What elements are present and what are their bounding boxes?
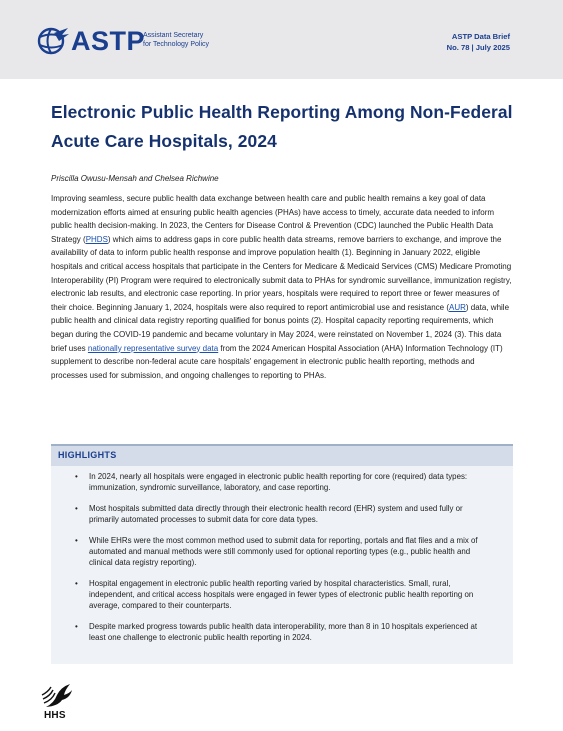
highlight-item: • Despite marked progress towards public health data interoperability, more than 8 in 10 hospitals experienced at least one challenge to electronic public health reporting in 2024. [89,621,493,643]
aur-link[interactable]: AUR [449,302,466,312]
phds-link[interactable]: PHDS [85,234,108,244]
brief-number-date: No. 78 | July 2025 [446,43,510,52]
data-brief-label [447,31,510,53]
highlight-item: • Hospital engagement in electronic public health reporting varied by hospital characteristics. Small, rural, independent, and critical access hospitals were engaged in fewer types of electronic public health reporting on average, compared to their counterparts. [89,578,493,611]
logo-subtitle: Assistant Secretary for Technology Policy [143,32,210,48]
page-header [0,0,563,79]
intro-text-1: Improving seamless, secure public health data exchange between health care and public health remains a key goal of data modernization efforts aimed at ensuring public health agencies (PHAs) have access to timely, accurate data needed to inform public health decision-making. In 2023, the Centers for Disease Control & Prevention (CDC) launched the Public Health Data Strategy ( [51,194,495,244]
highlights-list [51,466,513,643]
hhs-logo [40,681,74,726]
intro-paragraph [51,192,513,382]
highlights-heading: HIGHLIGHTS [51,444,513,466]
highlight-item: • Most hospitals submitted data directly through their electronic health record (EHR) system and used fully or primarily automated processes to submit data for core data types. [89,503,493,525]
hhs-wordmark: HHS [44,710,66,721]
astp-logo [36,24,236,58]
intro-text-4: from the 2024 American Hospital Association (AHA) Information Technology (IT) supplement to describe non-federal acute care hospitals' engagement in electronic public health reporting, methods and processes used for submission, and ongoing challenges to reporting to PHAs. [51,343,503,380]
highlight-item: • While EHRs were the most common method used to submit data for reporting, portals and flat files and a mix of automated and manual methods were still commonly used for optional reporting types (e.g., public health and clinical data registry reporting). [89,535,493,568]
intro-text-2: ) which aims to address gaps in core public health data streams, remove barriers to exchange, and improve the availability of data to inform public health response and improve population health (1). Beginning in January 2022, eligible hospitals and critical access hospitals that participate in the Centers for Medicare & Medicaid Services (CMS) Medicare Promoting Interoperability (PI) Program were required to electronically submit data to PHAs for syndromic surveillance, immunization registry, electronic lab results, and electronic case reporting. In prior years, hospitals were required to report three or fewer measures of their choice. Beginning January 1, 2024, hospitals were also required to report antimicrobial use and resistance ( [51,234,512,312]
astp-globe-logo-icon [36,24,70,58]
intro-text-3: ) data, while public health and clinical data registry reporting qualified for bonus points (2). Hospital capacity reporting requirements, which began during the COVID-19 pandemic and became voluntary in May 2024, were reinstated on November 1, 2024 (3). This data brief uses [51,302,510,353]
highlight-item: • In 2024, nearly all hospitals were engaged in electronic public health reporting for core (required) data types: immunization, syndromic surveillance, laboratory, and case reporting. [89,471,493,493]
logo-wordmark: ASTP [71,26,146,56]
brief-series: ASTP Data Brief [451,32,510,41]
page-title: Electronic Public Health Reporting Among Non-Federal Acute Care Hospitals, 2024 [51,102,513,151]
highlights-box [51,444,513,664]
survey-data-link[interactable]: nationally representative survey data [87,343,219,353]
hhs-eagle-icon [40,681,74,711]
authors: Priscilla Owusu-Mensah and Chelsea Richwine [51,174,219,183]
